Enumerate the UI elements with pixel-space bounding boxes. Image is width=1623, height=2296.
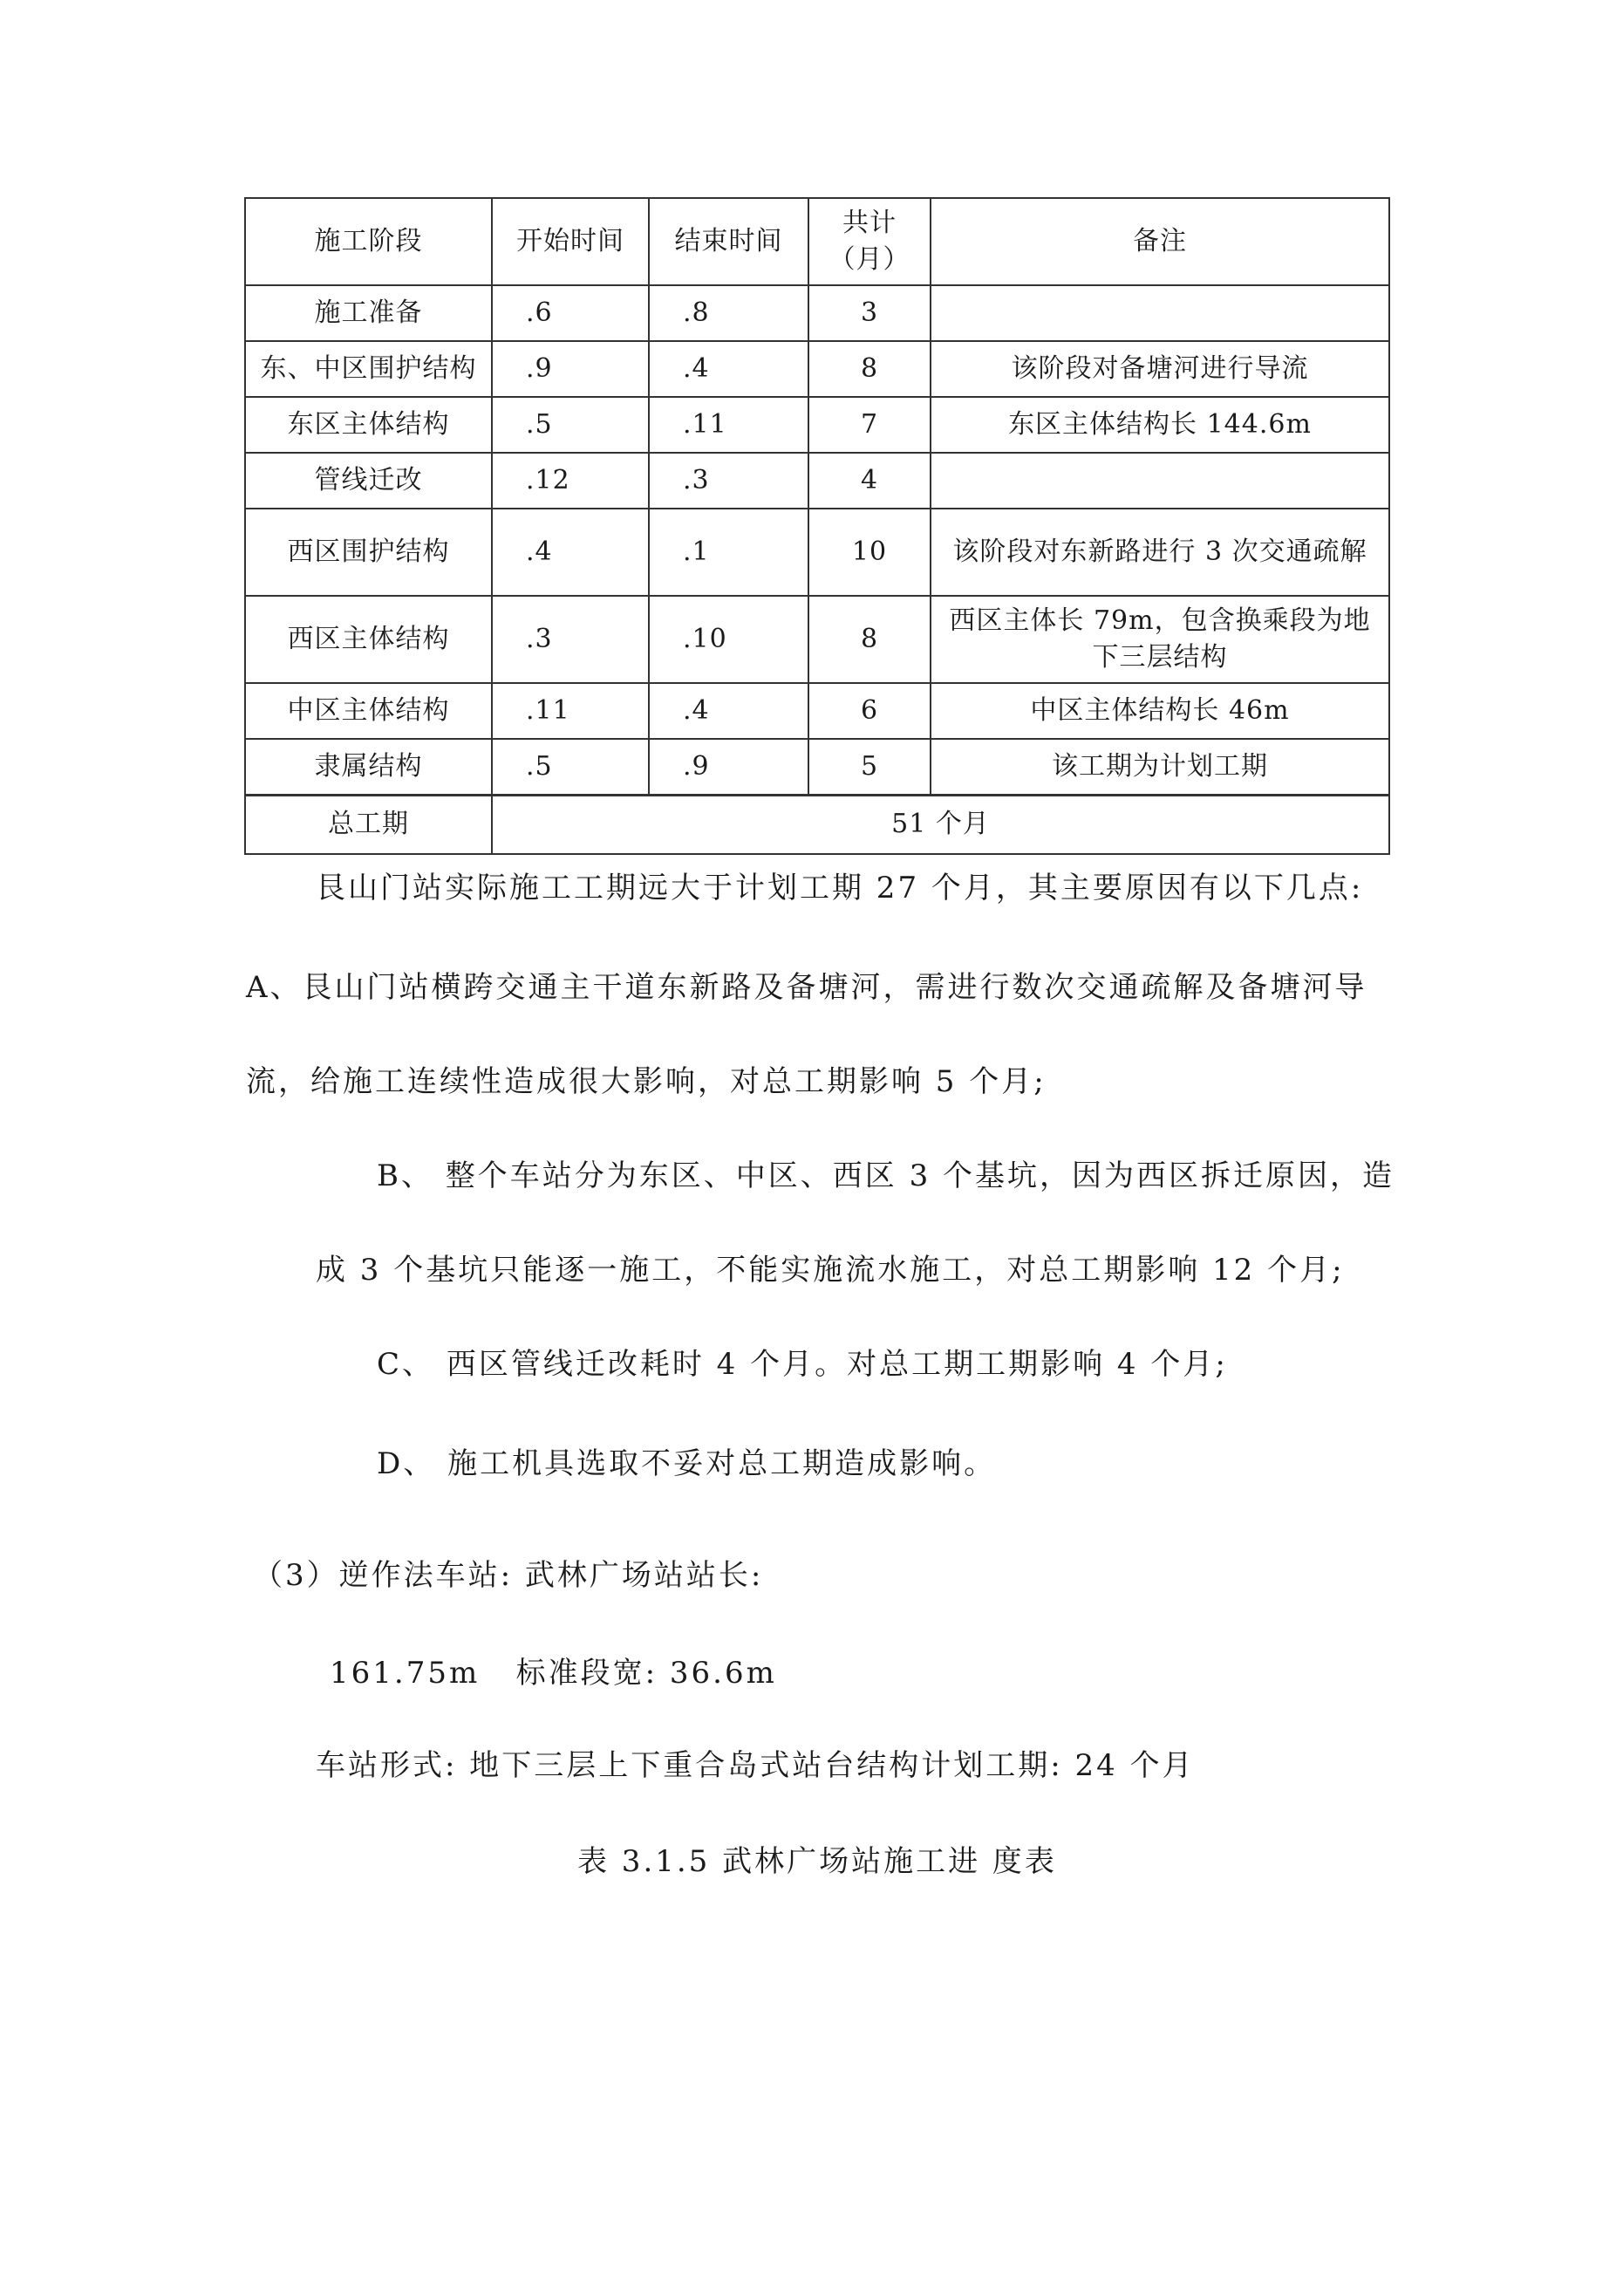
table-caption: 表 3.1.5 武林广场站施工进 度表 — [577, 1844, 1057, 1879]
cell-stage: 东、中区围护结构 — [245, 341, 492, 397]
station-dimensions: 161.75m 标准段宽: 36.6m — [330, 1656, 777, 1691]
table-row — [245, 683, 1389, 739]
paragraph-b-line2: 成 3 个基坑只能逐一施工，不能实施流水施工，对总工期影响 12 个月; — [316, 1253, 1345, 1288]
cell-start: .5 — [492, 739, 649, 795]
cell-start: .12 — [492, 453, 649, 509]
cell-months: 8 — [808, 341, 931, 397]
header-stage: 施工阶段 — [245, 198, 492, 285]
cell-end: .11 — [649, 397, 808, 453]
cell-stage: 管线迁改 — [245, 453, 492, 509]
header-start-time: 开始时间 — [492, 198, 649, 285]
cell-remark: 该阶段对备塘河进行导流 — [931, 341, 1389, 397]
station-form: 车站形式: 地下三层上下重合岛式站台结构计划工期: 24 个月 — [316, 1748, 1195, 1783]
cell-end: .4 — [649, 683, 808, 739]
table-row — [245, 739, 1389, 795]
cell-end: .9 — [649, 739, 808, 795]
paragraph-a-line1: A、艮山门站横跨交通主干道东新路及备塘河，需进行数次交通疏解及备塘河导 — [246, 970, 1367, 1005]
cell-stage: 中区主体结构 — [245, 683, 492, 739]
cell-stage: 东区主体结构 — [245, 397, 492, 453]
cell-start: .5 — [492, 397, 649, 453]
cell-months: 6 — [808, 683, 931, 739]
cell-months: 3 — [808, 285, 931, 341]
cell-start: .3 — [492, 596, 649, 683]
cell-remark: 该工期为计划工期 — [931, 739, 1389, 795]
cell-months: 7 — [808, 397, 931, 453]
cell-remark: 中区主体结构长 46m — [931, 683, 1389, 739]
cell-remark: 西区主体长 79m，包含换乘段为地下三层结构 — [931, 596, 1389, 683]
section-heading: （3）逆作法车站: 武林广场站站长: — [253, 1558, 764, 1593]
table-row — [245, 509, 1389, 596]
cell-stage: 西区围护结构 — [245, 509, 492, 596]
paragraph-c: C、 西区管线迁改耗时 4 个月。对总工期工期影响 4 个月; — [377, 1347, 1228, 1382]
table-row — [245, 596, 1389, 683]
cell-months: 8 — [808, 596, 931, 683]
table-header-row — [245, 198, 1389, 285]
cell-months: 5 — [808, 739, 931, 795]
cell-end: .1 — [649, 509, 808, 596]
table-row — [245, 285, 1389, 341]
total-label: 总工期 — [245, 795, 492, 854]
header-total-line2: （月） — [829, 244, 910, 275]
header-end-time: 结束时间 — [649, 198, 808, 285]
paragraph-b-line1: B、 整个车站分为东区、中区、西区 3 个基坑，因为西区拆迁原因，造 — [377, 1158, 1395, 1193]
cell-months: 10 — [808, 509, 931, 596]
cell-stage: 西区主体结构 — [245, 596, 492, 683]
cell-remark: 该阶段对东新路进行 3 次交通疏解 — [931, 509, 1389, 596]
table-total-row — [245, 795, 1389, 854]
cell-end: .4 — [649, 341, 808, 397]
construction-schedule-table — [244, 197, 1390, 855]
header-total-months — [808, 198, 931, 285]
cell-stage: 隶属结构 — [245, 739, 492, 795]
cell-remark: 东区主体结构长 144.6m — [931, 397, 1389, 453]
paragraph-a-line2: 流，给施工连续性造成很大影响，对总工期影响 5 个月; — [246, 1064, 1047, 1099]
cell-remark — [931, 285, 1389, 341]
paragraph-d: D、 施工机具选取不妥对总工期造成影响。 — [377, 1446, 997, 1481]
header-remark: 备注 — [931, 198, 1389, 285]
cell-start: .11 — [492, 683, 649, 739]
table-row — [245, 341, 1389, 397]
cell-end: .10 — [649, 596, 808, 683]
total-value: 51 个月 — [492, 795, 1389, 854]
cell-end: .3 — [649, 453, 808, 509]
cell-start: .6 — [492, 285, 649, 341]
cell-remark — [931, 453, 1389, 509]
cell-end: .8 — [649, 285, 808, 341]
cell-months: 4 — [808, 453, 931, 509]
table-row — [245, 453, 1389, 509]
paragraph-summary: 艮山门站实际施工工期远大于计划工期 27 个月，其主要原因有以下几点: — [316, 871, 1364, 905]
cell-start: .9 — [492, 341, 649, 397]
table-row — [245, 397, 1389, 453]
header-total-line1: 共计 — [842, 208, 897, 238]
cell-start: .4 — [492, 509, 649, 596]
cell-stage: 施工准备 — [245, 285, 492, 341]
